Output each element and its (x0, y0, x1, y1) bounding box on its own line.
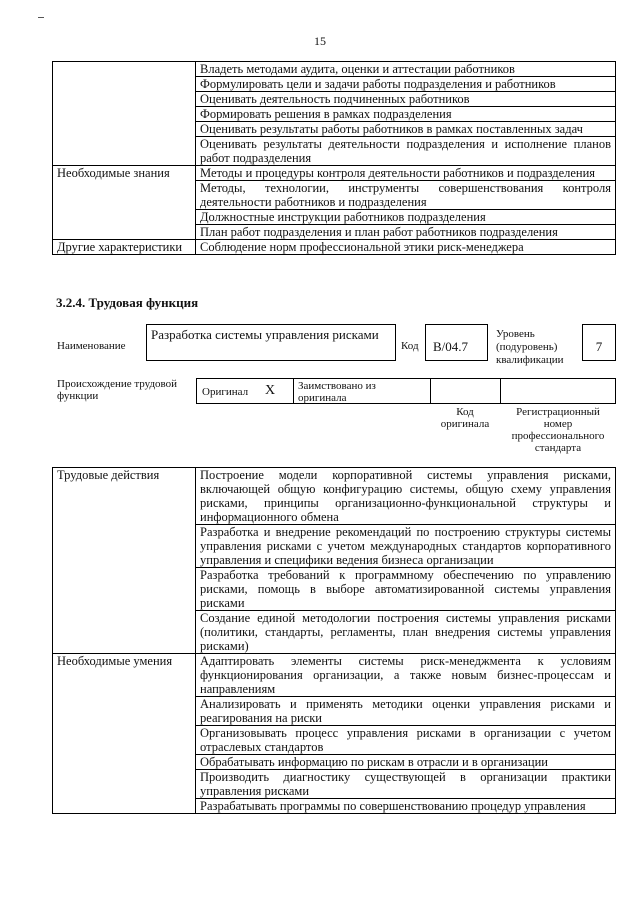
row-item: Оценивать результаты работы работников в рамках поставленных задач (196, 122, 616, 137)
row-item: Оценивать результаты деятельности подразделения и исполнение планов работ подразделения (196, 137, 616, 166)
row-label: Трудовые действия (53, 468, 196, 654)
row-label: Необходимые умения (53, 654, 196, 814)
reg-number-caption: Регистрационный номер профессионального стандарта (511, 406, 605, 454)
row-item: План работ подразделения и план работ работников подразделения (196, 225, 616, 240)
row-item: Обрабатывать информацию по рискам в отрасли и в организации (196, 755, 616, 770)
code-value: B/04.7 (433, 339, 469, 354)
table-row (53, 240, 616, 255)
row-item: Методы, технологии, инструменты совершенствования контроля деятельности работников и подразделения (196, 181, 616, 210)
row-item: Методы и процедуры контроля деятельности работников и подразделения (196, 166, 616, 181)
row-item: Соблюдение норм профессиональной этики риск-менеджера (196, 240, 616, 255)
table-row (53, 654, 616, 697)
row-item: Разрабатывать программы по совершенствованию процедур управления (196, 799, 616, 814)
row-item: Адаптировать элементы системы риск-менеджмента к условиям функционирования организации, а также новым бизнес-процессам и направлениям (196, 654, 616, 697)
level-value: 7 (595, 339, 603, 354)
row-item: Оценивать деятельность подчиненных работников (196, 92, 616, 107)
row-item: Формулировать цели и задачи работы подразделения и работников (196, 77, 616, 92)
row-item: Создание единой методологии построения системы управления рисками (политики, стандарты, регламенты, план внедрения системы управления рисками) (196, 611, 616, 654)
labor-function-table (52, 467, 616, 814)
code-label: Код (401, 340, 419, 352)
reg-number-field (500, 378, 616, 404)
function-name-value: Разработка системы управления рисками (151, 327, 379, 342)
row-item: Владеть методами аудита, оценки и аттестации работников (196, 62, 616, 77)
original-label: Оригинал (202, 386, 249, 398)
table-row (53, 62, 616, 77)
table-row (53, 166, 616, 181)
row-item: Разработка требований к программному обеспечению по управлению рисками, помощь в выборе автоматизированной системы управления рисками (196, 568, 616, 611)
level-field (582, 324, 616, 361)
row-item: Анализировать и применять методики оценки управления рисками и реагирования на риски (196, 697, 616, 726)
original-field (196, 378, 294, 404)
row-item: Формировать решения в рамках подразделения (196, 107, 616, 122)
row-label: Другие характеристики (53, 240, 196, 255)
section-title: 3.2.4. Трудовая функция (56, 295, 199, 310)
table-row (53, 468, 616, 525)
skills-table-continued (52, 61, 616, 255)
origin-label: Происхождение трудовой функции (57, 378, 178, 402)
origin-code-field (430, 378, 501, 404)
function-name-field (146, 324, 396, 361)
row-item: Построение модели корпоративной системы управления рисками, включающей общую конфигурацию системы, общую схему управления рисками, принципы организационно-функциональной структуры и информационного обмена (196, 468, 616, 525)
row-item: Должностные инструкции работников подразделения (196, 210, 616, 225)
name-label: Наименование (57, 340, 126, 352)
row-item: Разработка и внедрение рекомендаций по построению структуры системы управления рисками с учетом международных стандартов корпоративного управления и специфики ведения бизнеса организации (196, 525, 616, 568)
row-item: Производить диагностику существующей в организации практики управления рисками (196, 770, 616, 799)
page-number: 15 (314, 34, 326, 48)
level-label: Уровень (подуровень) квалификации (496, 328, 564, 366)
corner-mark (38, 17, 44, 18)
borrowed-field (293, 378, 431, 404)
code-field (425, 324, 488, 361)
row-item: Организовывать процесс управления рисками в организации с учетом отраслевых стандартов (196, 726, 616, 755)
origin-code-caption: Код оригинала (440, 406, 490, 430)
borrowed-label: Заимствовано из оригинала (298, 380, 376, 404)
row-label: Необходимые знания (53, 166, 196, 240)
row-label (53, 62, 196, 166)
original-mark: X (265, 383, 276, 398)
